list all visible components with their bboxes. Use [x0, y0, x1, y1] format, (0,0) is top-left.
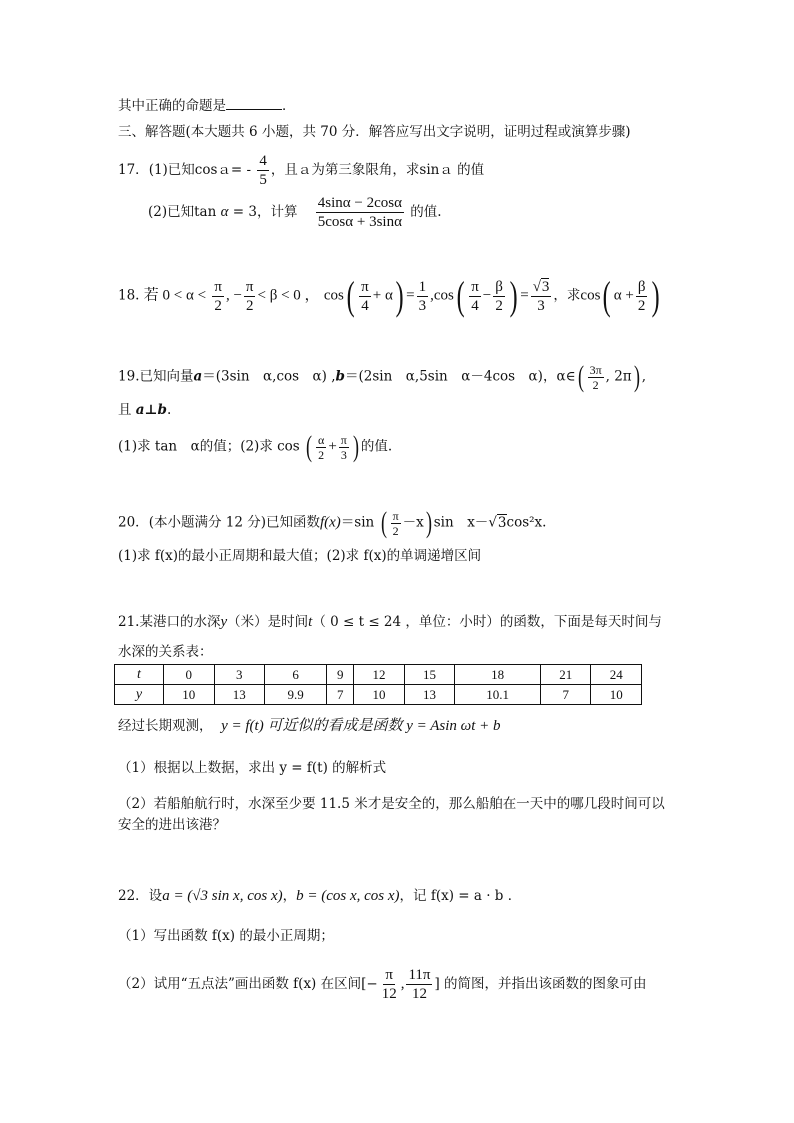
- q18-frac-pi4: [359, 278, 371, 315]
- table-cell: 15: [404, 665, 455, 685]
- q18-frac-sqrt3: [531, 278, 552, 315]
- frac-den: 2: [592, 377, 599, 392]
- q19-number: 19: [118, 368, 136, 385]
- q17-p2-text-a: (2)已知tan: [148, 204, 217, 220]
- q17-p2-frac-num: 4sinα − 2cosα: [317, 195, 402, 211]
- table-cell: 13: [404, 685, 455, 705]
- q19-frac-3pi2: [588, 363, 604, 392]
- intro-period: ．: [282, 98, 296, 114]
- frac-num: π: [471, 278, 479, 295]
- right-paren: ): [633, 360, 640, 393]
- q21-text-c: （ 0 ≤ t ≤ 24 ，单位：小时）的函数，下面是每天时间与: [312, 614, 662, 630]
- fx: f(x): [319, 514, 341, 531]
- table-cell: 10: [354, 685, 405, 705]
- plus-alpha: + α: [372, 287, 393, 304]
- left-paren: (: [577, 360, 584, 393]
- left-paren-2: (: [456, 273, 465, 318]
- q19-line2: [118, 400, 171, 420]
- frac-num: 11π: [408, 967, 431, 983]
- q22-p2-text-a: （2）试用“五点法”画出函数 f(x) 在区间[−: [118, 976, 378, 992]
- depth-table: [114, 664, 642, 705]
- q18-ask: ，求: [553, 287, 581, 304]
- table-cell: 12: [354, 665, 405, 685]
- frac-num: α: [318, 432, 325, 447]
- intro-text: 其中正确的命题是: [118, 98, 226, 114]
- frac-num: π: [385, 967, 393, 983]
- alpha-symbol: α: [220, 204, 229, 220]
- section-title: 三、解答题(本大题共 6 小题，共 70 分．解答应写出文字说明，证明过程或演算步骤): [118, 124, 631, 140]
- q20-text-a: (本小题满分 12 分)已知函数: [148, 514, 320, 531]
- q22-number: 22．设: [118, 888, 163, 904]
- q22-rec: ，记 f(x) = a · b ．: [399, 888, 522, 904]
- table-cell: y: [115, 685, 164, 705]
- equals-2: =: [520, 287, 529, 304]
- cos-squared: cos²x.: [506, 514, 547, 531]
- q21-observe-text: 经过长期观测，: [118, 718, 213, 734]
- minus: −: [482, 287, 492, 304]
- q21-part2-l2: 安全的进出该港？: [118, 817, 226, 833]
- q21-number: 21.: [118, 614, 140, 630]
- q17-fraction: [257, 152, 269, 189]
- q17-frac-den: 5: [259, 172, 267, 188]
- q21-observe-eq: y = f(t) 可近似的看成是函数 y = Asin ωt + b: [221, 718, 501, 734]
- frac-num: β: [495, 278, 503, 295]
- q22-a-eq: a = (√3 sin x, cos x): [162, 888, 283, 904]
- frac-num: π: [245, 278, 254, 295]
- table-cell: 0: [164, 665, 215, 685]
- frac-num: π: [214, 278, 222, 295]
- q19-line2-text: 且: [118, 402, 132, 418]
- q22-p2-text-b: ] 的简图，并指出该函数的图象可由: [434, 976, 647, 992]
- frac-den: 3: [537, 297, 545, 314]
- table-cell: 21: [540, 665, 591, 685]
- frac-den: 2: [495, 297, 503, 314]
- q18-frac-beta2: [493, 278, 505, 315]
- left-paren: (: [346, 273, 355, 318]
- q19-tail: 的值.: [360, 438, 393, 455]
- y-var: y: [220, 614, 228, 630]
- right-paren: ): [352, 430, 359, 463]
- plus: +: [328, 438, 337, 455]
- q19-perp: a⊥b: [135, 402, 167, 418]
- q19-eq-a: ＝(3sin α,cos α): [202, 368, 327, 385]
- q18-frac-pi2: [212, 278, 224, 315]
- table-cell: 7: [327, 685, 354, 705]
- frac-num: π: [392, 508, 399, 523]
- q22-frac-11pi12: [406, 966, 432, 1003]
- q20-line1: 20．(本小题满分 12 分)已知函数f(x)＝sin ( $\frac{\pi}{2}$ －x) sin x－√3cos²x.: [118, 506, 547, 539]
- q18-line: [118, 273, 663, 318]
- right-paren-2: ): [509, 273, 518, 318]
- equals: =: [406, 287, 415, 304]
- q20-eq: ＝sin: [340, 514, 375, 531]
- q17-p2-frac-den: 5cosα + 3sinα: [317, 214, 402, 230]
- q22-frac-pi12: [380, 966, 399, 1003]
- q17-number: 17．: [118, 162, 149, 178]
- q22-comma2: ,: [400, 976, 405, 992]
- q17-p1-text-a: (1)已知cosａ= -: [148, 162, 252, 178]
- q21-observe: [118, 716, 501, 736]
- frac-den: 2: [214, 297, 222, 314]
- cos-label-2: cos: [433, 287, 454, 304]
- table-cell: t: [115, 665, 164, 685]
- q19-line1: 19.已知向量a＝(3sin α,cos α) ,b＝(2sin α,5sin α－4cos α)，α∈( $\frac{3\pi}{2}$ , 2π) ,: [118, 360, 646, 393]
- table-cell: 9: [327, 665, 354, 685]
- q21-line2: 水深的关系表：: [118, 644, 213, 660]
- minus-x: －x: [402, 514, 424, 531]
- q19-text-a: .已知向量: [135, 368, 194, 385]
- q19-frac-a2: [316, 433, 326, 462]
- frac-num: 3π: [589, 362, 602, 377]
- left-paren: (: [306, 430, 313, 463]
- frac-num: π: [340, 432, 347, 447]
- q22-part1: （1）写出函数 f(x) 的最小正周期；: [118, 928, 334, 944]
- q18-frac-beta2b: [636, 278, 648, 315]
- frac-den: 2: [637, 297, 646, 314]
- q19-line3: [118, 432, 392, 462]
- q17-p2-text-b: = 3，计算: [232, 204, 298, 220]
- table-cell: 3: [214, 665, 265, 685]
- q19-alpha-in: ，α∈: [542, 368, 576, 385]
- q18-frac-pi2b: [244, 278, 256, 315]
- comma: ,: [430, 287, 434, 304]
- frac-den: 12: [381, 986, 397, 1002]
- left-paren-3: (: [603, 273, 612, 318]
- frac-den: 2: [392, 523, 399, 538]
- sqrt-arg: 3: [541, 278, 550, 295]
- table-cell: 10: [591, 685, 642, 705]
- q18-text-c: < β < 0 ，: [257, 287, 320, 304]
- q19-frac-pi3: [339, 433, 349, 462]
- q17-p2-fraction: [316, 194, 404, 231]
- table-cell: 10.1: [455, 685, 541, 705]
- q17-p1-text-b: ，且ａ为第三象限角，求sinａ 的值: [270, 162, 485, 178]
- frac-den: 3: [418, 297, 427, 314]
- q18-frac-pi4b: [469, 278, 481, 315]
- q20-number: 20．: [118, 514, 149, 531]
- q21-part1: （1）根据以上数据，求出 y = f(t) 的解析式: [118, 760, 387, 776]
- alpha-plus: α +: [613, 287, 634, 304]
- vector-b: b: [335, 368, 345, 385]
- right-paren: ): [395, 273, 404, 318]
- table-cell: 7: [540, 685, 591, 705]
- t-var: t: [308, 614, 313, 630]
- q18-number: 18.: [118, 287, 140, 304]
- q22-b-eq: b = (cos x, cos x): [296, 888, 400, 904]
- table-row-y: [115, 685, 642, 705]
- q21-part2-l1: （2）若船舶航行时，水深至少要 11.5 米才是安全的，那么船舶在一天中的哪几段时间可以: [118, 796, 665, 812]
- frac-den: 3: [340, 447, 347, 462]
- q19-period: .: [166, 402, 172, 418]
- frac-den: 4: [471, 297, 479, 314]
- q19-range-end: , 2π: [605, 368, 632, 385]
- q17-part2: [148, 194, 442, 231]
- cos-label: cos: [323, 287, 344, 304]
- table-cell: 6: [265, 665, 327, 685]
- q19-part1: (1)求 tan α的值；(2)求 cos: [118, 438, 300, 455]
- sin-x: sin x－: [433, 514, 489, 531]
- frac-den: 2: [318, 447, 325, 462]
- table-cell: 10: [164, 685, 215, 705]
- right-paren-3: ): [652, 273, 661, 318]
- frac-num: √3: [532, 278, 550, 295]
- intro-line: [118, 96, 296, 116]
- q22-comma: ，: [282, 888, 297, 904]
- q21-line1: [118, 612, 662, 632]
- table-cell: 9.9: [265, 685, 327, 705]
- table-cell: 13: [214, 685, 265, 705]
- frac-den: 2: [245, 297, 254, 314]
- q17-p2-text-c: 的值.: [410, 204, 442, 220]
- right-paren: ): [425, 506, 432, 539]
- q21-text-b: （米）是时间: [227, 614, 309, 630]
- table-cell: 18: [455, 665, 541, 685]
- frac-num: β: [637, 278, 646, 295]
- q17-part1: [118, 152, 484, 189]
- q21-text-a: 某港口的水深: [139, 614, 221, 630]
- q18-frac-13: [417, 278, 429, 315]
- answer-blank: [226, 97, 282, 110]
- vector-a: a: [193, 368, 203, 385]
- q22-line1: [118, 886, 521, 906]
- q17-frac-num: 4: [259, 153, 267, 169]
- q18-text-a: 若 0 < α <: [143, 287, 207, 304]
- q20-frac-pi2: [391, 509, 401, 538]
- q19-eq-b: ＝(2sin α,5sin α－4cos α): [345, 368, 543, 385]
- q18-text-b: , −: [225, 287, 242, 304]
- frac-den: 12: [411, 986, 427, 1002]
- table-cell: 24: [591, 665, 642, 685]
- cos-label-3: cos: [580, 287, 601, 304]
- q22-part2: [118, 966, 647, 1003]
- sqrt-arg: 3: [497, 514, 507, 531]
- table-row-t: [115, 665, 642, 685]
- left-paren: (: [380, 506, 387, 539]
- q20-line2: (1)求 f(x)的最小正周期和最大值；(2)求 f(x)的单调递增区间: [118, 548, 482, 564]
- frac-num: 1: [418, 278, 427, 295]
- frac-num: π: [361, 278, 369, 295]
- frac-den: 4: [361, 297, 369, 314]
